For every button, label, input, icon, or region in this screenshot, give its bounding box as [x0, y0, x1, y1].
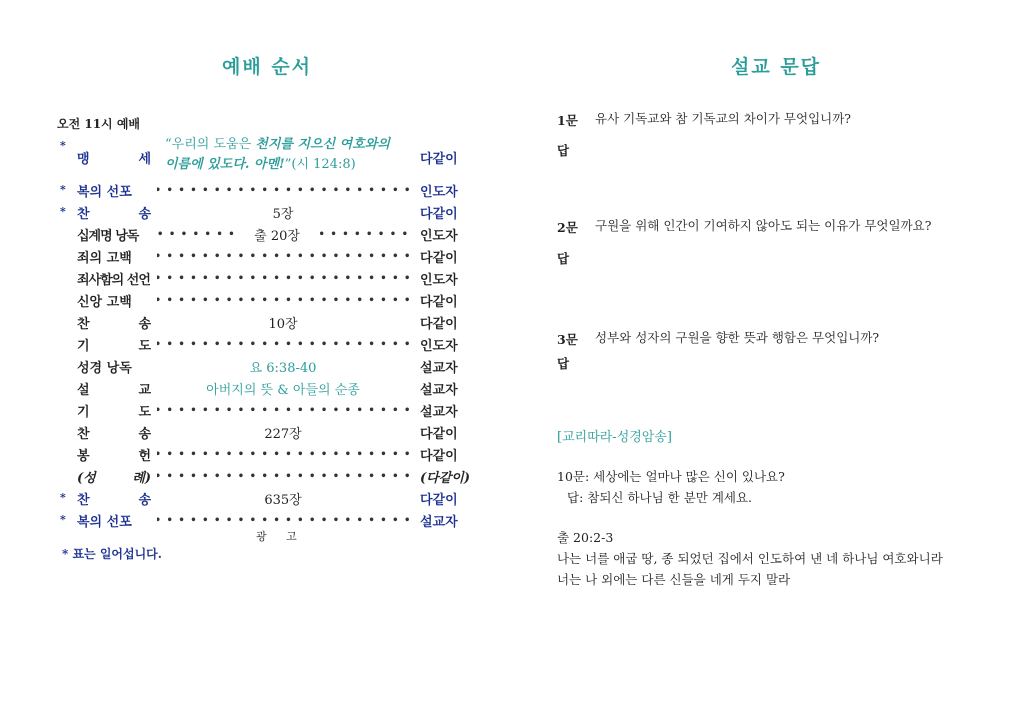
- catechism-question: 10문: 세상에는 얼마나 많은 신이 있나요?: [557, 469, 785, 484]
- order-row: [57, 245, 477, 267]
- announcement-label: 광 고: [256, 530, 305, 543]
- order-row: [57, 179, 477, 201]
- order-detail: [157, 267, 409, 289]
- order-row-invocation: [57, 135, 477, 179]
- order-row: [57, 487, 477, 509]
- order-detail: 아버지의 뜻 & 아들의 순종: [206, 382, 360, 398]
- order-detail: [157, 333, 409, 355]
- standing-marker: *: [60, 139, 66, 152]
- order-detail: 5장: [272, 206, 294, 222]
- order-label: 신앙 고백: [77, 295, 132, 310]
- order-label: 기 도: [77, 405, 151, 420]
- standing-marker: *: [60, 491, 66, 504]
- worship-order-title: 예배 순서: [222, 56, 313, 78]
- order-label: 찬 송: [77, 207, 151, 222]
- order-detail: • • • • • • • 출 20장 • • • • • • • •: [157, 228, 409, 244]
- order-label: 찬 송: [77, 317, 151, 332]
- question-text: 유사 기독교와 참 기독교의 차이가 무엇입니까?: [595, 111, 851, 126]
- catechism-answer: 답: 참되신 하나님 한 분만 계세요.: [567, 490, 753, 505]
- order-row: [57, 421, 477, 443]
- order-detail: [157, 399, 409, 421]
- standing-marker: *: [60, 513, 66, 526]
- order-detail: [157, 465, 409, 487]
- order-row: [57, 223, 477, 245]
- standing-note: * 표는 일어섭니다.: [62, 547, 162, 561]
- order-leader: 다같이: [420, 449, 458, 464]
- order-detail: [157, 179, 409, 201]
- order-leader: 설교자: [420, 515, 458, 530]
- order-row: [57, 355, 477, 377]
- order-leader: 설교자: [420, 361, 458, 376]
- order-detail: 10장: [268, 316, 298, 332]
- question-number: 3문: [557, 332, 578, 347]
- order-row: [57, 443, 477, 465]
- order-row: [57, 201, 477, 223]
- order-label: 복의 선포: [77, 185, 132, 200]
- standing-marker: *: [60, 205, 66, 218]
- standing-marker: *: [60, 183, 66, 196]
- order-row: [57, 267, 477, 289]
- order-leader: (다같이): [420, 471, 470, 486]
- order-row: [57, 333, 477, 355]
- order-row: [57, 311, 477, 333]
- order-leader: 다같이: [420, 493, 458, 508]
- order-label: 죄의 고백: [77, 251, 132, 266]
- memory-verse-ref: 출 20:2-3: [557, 530, 614, 545]
- order-leader: 다같이: [420, 427, 458, 442]
- order-detail: [157, 443, 409, 465]
- order-label: 맹 세: [77, 152, 151, 167]
- order-detail: [157, 245, 409, 267]
- order-row: [57, 399, 477, 421]
- memory-verse-text: 나는 너를 애굽 땅, 종 되었던 집에서 인도하여 낸 네 하나님 여호와니라 너는 나 외에는 다른 신들을 네게 두지 말라: [557, 551, 943, 587]
- order-label: 찬 송: [77, 493, 151, 508]
- order-leader: 인도자: [420, 273, 458, 288]
- order-detail: 635장: [264, 492, 302, 508]
- order-detail: 요 6:38-40: [249, 360, 317, 376]
- question-number: 1문: [557, 113, 578, 128]
- order-label: (성 례): [77, 471, 151, 486]
- worship-order-list: [57, 135, 477, 531]
- order-leader: 설교자: [420, 383, 458, 398]
- order-leader: 설교자: [420, 405, 458, 420]
- order-leader: 인도자: [420, 185, 458, 200]
- order-label: 십계명 낭독: [77, 229, 139, 244]
- sermon-qa-title: 설교 문답: [731, 56, 822, 78]
- order-leader: 다같이: [420, 295, 458, 310]
- worship-time: 오전 11시 예배: [57, 117, 141, 131]
- order-label: 복의 선포: [77, 515, 132, 530]
- order-label: 찬 송: [77, 427, 151, 442]
- order-label: 성경 낭독: [77, 361, 132, 376]
- order-label: 설 교: [77, 383, 151, 398]
- order-leader: 인도자: [420, 229, 458, 244]
- order-row: [57, 377, 477, 399]
- order-leader: 다같이: [420, 207, 458, 222]
- order-rows: [57, 179, 477, 531]
- catechism-section-heading: [교리따라-성경암송]: [557, 430, 673, 445]
- invocation-text: “우리의 도움은 천지를 지으신 여호와의 이름에 있도다. 아멘!”(시 124:8): [165, 137, 390, 172]
- question-text: 성부와 성자의 구원을 향한 뜻과 행함은 무엇입니까?: [595, 330, 880, 345]
- order-leader: 다같이: [420, 317, 458, 332]
- memory-verse-block: [557, 527, 952, 590]
- question-number: 2문: [557, 220, 578, 235]
- order-leader: 다같이: [420, 251, 458, 266]
- catechism-block: [557, 466, 785, 508]
- order-leader: 인도자: [420, 339, 458, 354]
- answer-label: 답: [557, 251, 570, 266]
- order-row: [57, 465, 477, 487]
- answer-label: 답: [557, 143, 570, 158]
- order-leader: 다같이: [420, 152, 458, 167]
- question-text: 구원을 위해 인간이 기여하지 않아도 되는 이유가 무엇일까요?: [595, 218, 932, 233]
- answer-label: 답: [557, 356, 570, 371]
- order-label: 죄사함의 선언: [77, 273, 150, 288]
- order-label: 봉 헌: [77, 449, 151, 464]
- order-row: [57, 289, 477, 311]
- order-label: 기 도: [77, 339, 151, 354]
- order-detail: 227장: [264, 426, 302, 442]
- order-detail: [157, 289, 409, 311]
